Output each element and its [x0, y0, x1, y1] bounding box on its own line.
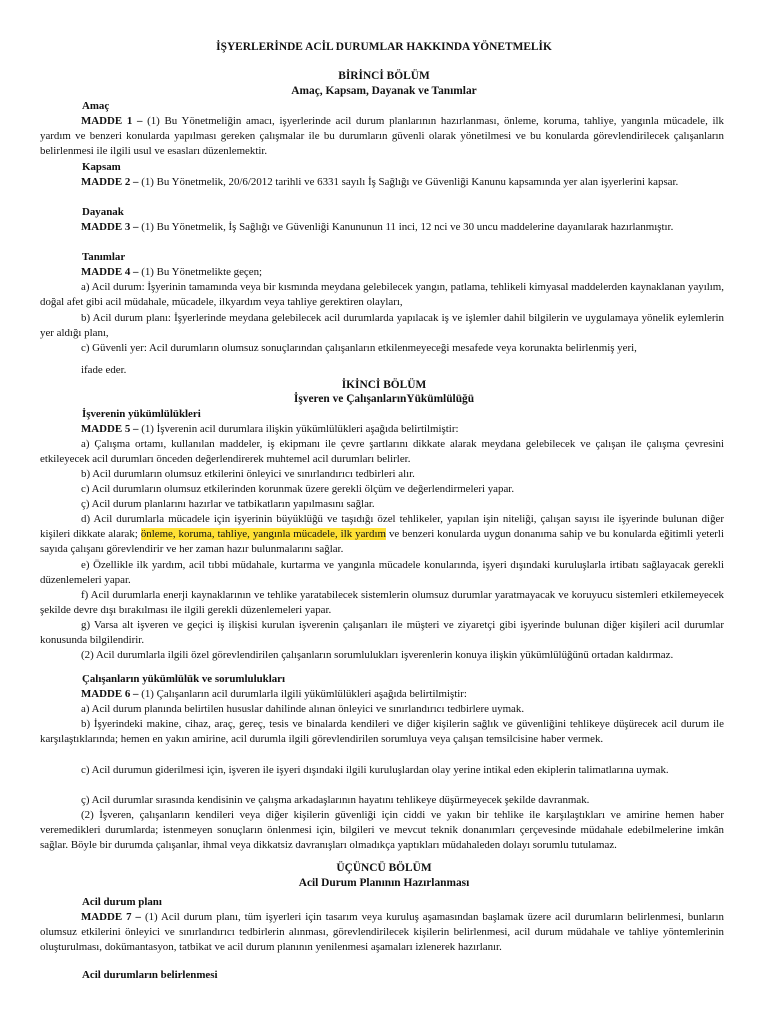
article-label: MADDE 6 –: [81, 688, 139, 700]
list-item: [40, 512, 724, 558]
article-paragraph: [40, 910, 724, 956]
article-paragraph: [40, 114, 724, 160]
section-heading: BİRİNCİ BÖLÜM: [338, 70, 430, 82]
article-text: (1) Bu Yönetmelikte geçen;: [138, 266, 263, 278]
article-label: MADDE 1 –: [81, 115, 143, 127]
article-heading: Çalışanların yükümlülük ve sorumlulukları: [82, 673, 286, 685]
article-paragraph: [40, 175, 724, 190]
list-item-text: ve benzeri konularda uygun donanıma sahip ve bu konularda eğitimli yeterli sayıda çalışanı görevlendirir ve her zaman hazır bulunmalarını sağlar.: [40, 528, 724, 556]
article-text: (1) Acil durum planı, tüm işyerleri için tasarım veya kuruluş aşamasından başlamak üzere acil durumların belirlenmesi, bunların olumsuz etkilerini önleyici ve sınırlandırıcı tedbirlerin alınması, görevlendirilecek kişilerin belirlenmesi, acil durum müdahale ve tahliye yöntemlerinin oluşturulması, dokümantasyon, tatbikat ve acil durum planının yenilenmesi aşamaları izlenerek hazırlanır.: [40, 911, 724, 954]
highlighted-text: önleme, koruma, tahliye, yangınla mücadele, ilk yardım: [140, 528, 386, 541]
article-label: MADDE 7 –: [81, 911, 141, 923]
article-label: MADDE 2 –: [81, 176, 139, 188]
article-text: (1) Çalışanların acil durumlarla ilgili yükümlülükleri aşağıda belirtilmiştir:: [138, 688, 467, 700]
section-subtitle: İşveren ve ÇalışanlarınYükümlülüğü: [293, 393, 475, 405]
list-item: (2) Acil durumlarla ilgili özel görevlendirilen çalışanların sorumlulukları işverenlerin konuya ilişkin yükümlülüğünü ortadan kaldırmaz.: [81, 649, 674, 661]
list-item: f) Acil durumlarla enerji kaynaklarının ve tehlike yaratabilecek sistemlerin olumsuz durumlar yaratmayacak ve koruyucu sistemleri etkilemeyecek şekilde devre dışı bırakılması ile ilgili gerekli düzenlemeleri yapar.: [40, 589, 724, 617]
article-paragraph: [40, 220, 724, 235]
article-label: MADDE 3 –: [81, 221, 139, 233]
article-text: (1) İşverenin acil durumlara ilişkin yükümlülükleri aşağıda belirtilmiştir:: [138, 423, 459, 435]
list-item: b) Acil durumların olumsuz etkilerini önleyici ve sınırlandırıcı tedbirleri alır.: [81, 468, 415, 480]
definition-item: a) Acil durum: İşyerinin tamamında veya bir kısmında meydana gelebilecek yangın, patlama, tehlikeli kimyasal maddelerden kaynaklanan yayılım, doğal afet gibi acil müdahale, mücadele, ilkyardım veya tahliye gerektiren olayları,: [40, 281, 724, 309]
list-item: g) Varsa alt işveren ve geçici iş ilişkisi kurulan işverenin çalışanları ile müşteri ve ziyaretçi gibi işyerinde bulunan diğer kişileri acil durumlar konusunda bilgilendirir.: [40, 619, 724, 647]
section-subtitle: Acil Durum Planının Hazırlanması: [298, 877, 470, 889]
list-item: e) Özellikle ilk yardım, acil tıbbi müdahale, kurtarma ve yangınla mücadele konularında, işyeri dışındaki kuruluşlarla irtibatı sağlayacak gerekli düzenlemeleri yapar.: [40, 559, 724, 587]
article-text: (1) Bu Yönetmelik, 20/6/2012 tarihli ve 6331 sayılı İş Sağlığı ve Güvenliği Kanunu kapsamında yer alan işyerlerini kapsar.: [138, 176, 679, 188]
article-paragraph: [40, 422, 724, 437]
definition-item: b) Acil durum planı: İşyerlerinde meydana gelebilecek acil durumlarda yapılacak iş ve işlemler dahil bilgilerin ve uygulamaya yönelik eylemlerin yer aldığı planı,: [40, 312, 724, 340]
list-item: a) Çalışma ortamı, kullanılan maddeler, iş ekipmanı ile çevre şartlarını dikkate alarak meydana gelebilecek ve çalışan ile çalışma çevresini etkileyecek acil durumları önceden değerlendirerek muhtemel acil durumları belirler.: [40, 438, 724, 466]
article-heading: İşverenin yükümlülükleri: [82, 408, 201, 420]
section-heading: İKİNCİ BÖLÜM: [341, 379, 427, 391]
list-item: c) Acil durumların olumsuz etkilerinden korunmak üzere gerekli ölçüm ve değerlendirmeleri yapar.: [81, 483, 515, 495]
list-item: c) Acil durumun giderilmesi için, işveren ile işyeri dışındaki ilgili kuruluşlardan olay yerine intikal eden ekiplerin talimatlarına uymak.: [81, 764, 669, 776]
article-paragraph: [40, 265, 724, 280]
list-item: ç) Acil durumlar sırasında kendisinin ve çalışma arkadaşlarının hayatını tehlikeye düşürmeyecek şekilde davranmak.: [81, 794, 590, 806]
article-heading: Acil durumların belirlenmesi: [82, 969, 218, 981]
article-paragraph: [40, 687, 724, 702]
list-item: a) Acil durum planında belirtilen hususlar dahilinde alınan önleyici ve sınırlandırıcı tedbirlere uymak.: [81, 703, 525, 715]
article-text: (1) Bu Yönetmelik, İş Sağlığı ve Güvenliği Kanununun 11 inci, 12 nci ve 30 uncu maddelerine dayanılarak hazırlanmıştır.: [138, 221, 674, 233]
article-heading: Tanımlar: [82, 251, 126, 263]
list-item: ç) Acil durum planlarını hazırlar ve tatbikatların yapılmasını sağlar.: [81, 498, 375, 510]
list-item: b) İşyerindeki makine, cihaz, araç, gereç, tesis ve binalarda kendileri ve diğer kişilerin sağlık ve güvenliğini tehlikeye düşürecek acil durum ile karşılaştıklarında; hemen en yakın amirine, acil durumla ilgili görevlendirilen sorumluya veya çalışan temsilcisine haber vermek.: [40, 718, 724, 746]
article-label: MADDE 5 –: [81, 423, 139, 435]
article-heading: Acil durum planı: [82, 896, 162, 908]
closing-text: ifade eder.: [81, 364, 127, 376]
document-title: İŞYERLERİNDE ACİL DURUMLAR HAKKINDA YÖNETMELİK: [216, 41, 552, 53]
article-heading: Amaç: [82, 100, 110, 112]
article-heading: Dayanak: [82, 206, 124, 218]
section-heading: ÜÇÜNCÜ BÖLÜM: [336, 862, 432, 874]
list-item-text: d) Acil durumlarla mücadele için işyerinin büyüklüğü ve taşıdığı özel tehlikeler, yapılan işin niteliği, çalışan sayısı ile işyerinde bulunan diğer kişileri dikkate alarak;: [40, 513, 724, 541]
section-subtitle: Amaç, Kapsam, Dayanak ve Tanımlar: [291, 85, 477, 97]
article-heading: Kapsam: [82, 161, 121, 173]
article-text: (1) Bu Yönetmeliğin amacı, işyerlerinde acil durum planlarının hazırlanması, önleme, koruma, tahliye, yangınla mücadele, ilk yardım ve benzeri konularda yapılması gereken çalışmalar ile bu durumların güvenli olarak yönetilmesi ve bu konularda görevlendirilecek çalışanların belirlenmesi ile ilgili usul ve esasları düzenlemektir.: [40, 115, 724, 158]
definition-item: c) Güvenli yer: Acil durumların olumsuz sonuçlarından çalışanların etkilenmeyeceği mesafede veya korunakta belirlenmiş yeri,: [81, 342, 637, 354]
article-label: MADDE 4 –: [81, 266, 139, 278]
list-item: (2) İşveren, çalışanların kendileri veya diğer kişilerin güvenliği için ciddi ve yakın bir tehlike ile karşılaştıkları ve amirine hemen haber veremedikleri durumlarda; istenmeyen sonuçların önlenmesi için, bilgileri ve mevcut teknik donanımları çerçevesinde müdahale edebilmelerine imkân sağlar. Böyle bir durumda çalışanlar, ihmal veya dikkatsiz davranışları olmadıkça yaptıkları müdahaleden dolayı sorumlu tutulamaz.: [40, 809, 724, 852]
